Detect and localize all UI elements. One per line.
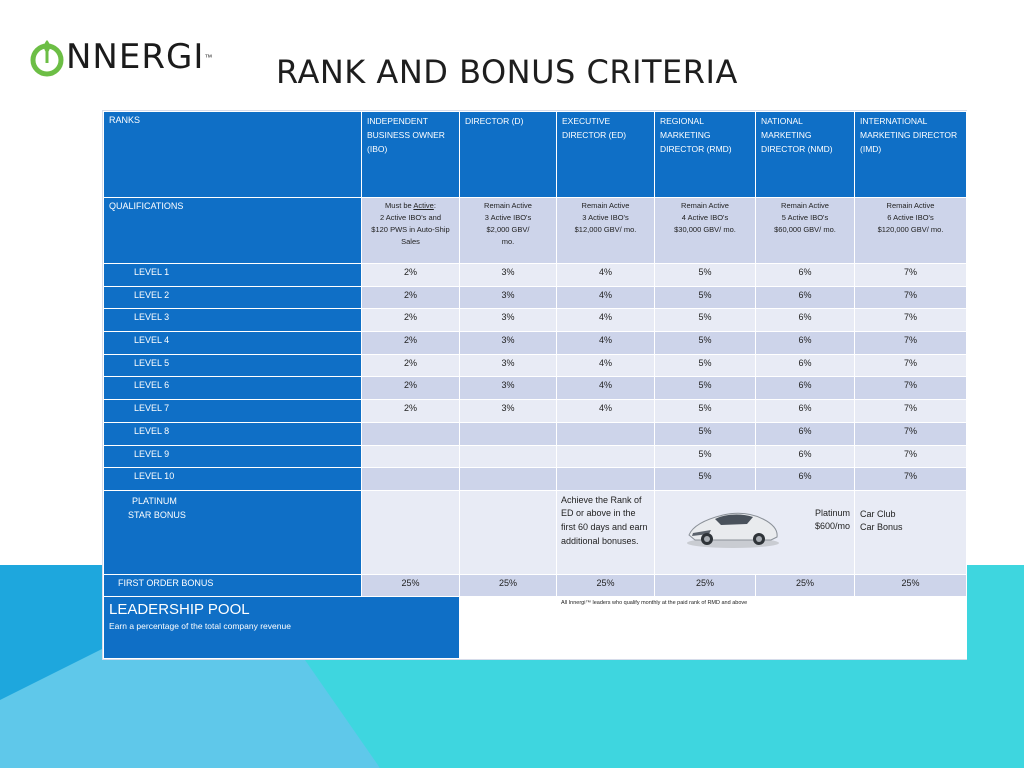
first-order-value: 25% [460, 574, 557, 596]
first-order-value: 25% [756, 574, 855, 596]
level-value: 5% [655, 309, 756, 332]
level-value [557, 422, 655, 445]
q-text: $120,000 GBV/ mo. [877, 225, 944, 234]
level-value: 2% [362, 332, 460, 355]
level-label: LEVEL 8 [104, 422, 362, 445]
rank-table [102, 110, 967, 660]
q-text: 3 Active IBO's [484, 213, 532, 222]
platinum-ed-text: Achieve the Rank of ED or above in the first 60 days and earn additional bonuses. [557, 490, 655, 574]
level-value: 3% [460, 377, 557, 400]
page-title: RANK AND BONUS CRITERIA [276, 53, 738, 91]
level-value: 5% [655, 264, 756, 287]
apple-leaf-icon [30, 36, 64, 78]
level-value: 5% [655, 354, 756, 377]
level-value: 6% [756, 400, 855, 423]
level-value: 7% [855, 264, 967, 287]
column-header: REGIONAL MARKETING DIRECTOR (RMD) [655, 112, 756, 198]
level-value: 7% [855, 468, 967, 491]
level-value [460, 422, 557, 445]
level-label: LEVEL 6 [104, 377, 362, 400]
level-value: 3% [460, 286, 557, 309]
level-value: 6% [756, 264, 855, 287]
level-value [362, 422, 460, 445]
leadership-row [104, 596, 967, 658]
q-text: mo. [501, 237, 515, 246]
level-row [104, 332, 967, 355]
leadership-pool [104, 596, 460, 658]
q-text: 6 Active IBO's [887, 213, 934, 222]
level-label: LEVEL 5 [104, 354, 362, 377]
level-value: 5% [655, 332, 756, 355]
q-text: Sales [401, 237, 420, 246]
q-active: Active [413, 201, 434, 210]
level-value: 5% [655, 445, 756, 468]
q-text: Remain Active [681, 201, 729, 210]
level-label: LEVEL 7 [104, 400, 362, 423]
q-text: Must be [385, 201, 414, 210]
level-value: 3% [460, 400, 557, 423]
level-value: 6% [756, 354, 855, 377]
level-value: 2% [362, 400, 460, 423]
brand-logo [30, 34, 230, 80]
platinum-row [104, 490, 967, 574]
column-header: NATIONAL MARKETING DIRECTOR (NMD) [756, 112, 855, 198]
qualification-d [460, 198, 557, 264]
level-value: 2% [362, 264, 460, 287]
column-header: INDEPENDENT BUSINESS OWNER (IBO) [362, 112, 460, 198]
level-value: 7% [855, 377, 967, 400]
level-value: 4% [557, 309, 655, 332]
level-value: 4% [557, 286, 655, 309]
level-value: 5% [655, 468, 756, 491]
level-row [104, 286, 967, 309]
leadership-note: All Innergi™ leaders who qualify monthly at the paid rank of RMD and above [557, 596, 967, 658]
level-value: 2% [362, 377, 460, 400]
leadership-subtitle: Earn a percentage of the total company revenue [109, 620, 291, 631]
level-value [362, 445, 460, 468]
platinum-amount [815, 507, 850, 534]
level-row [104, 422, 967, 445]
platinum-amount-line: $600/mo [814, 521, 850, 532]
level-value: 7% [855, 332, 967, 355]
q-text: $60,000 GBV/ mo. [774, 225, 836, 234]
q-text: Remain Active [581, 201, 630, 210]
q-text: : [433, 201, 436, 210]
level-row [104, 468, 967, 491]
level-label: LEVEL 9 [104, 445, 362, 468]
first-order-row [104, 574, 967, 596]
level-row [104, 377, 967, 400]
level-value: 3% [460, 264, 557, 287]
qualification-nmd [756, 198, 855, 264]
level-value [557, 468, 655, 491]
column-header: INTERNATIONAL MARKETING DIRECTOR (IMD) [855, 112, 967, 198]
level-value: 7% [855, 445, 967, 468]
brand-trademark: ™ [204, 52, 213, 62]
level-value: 3% [460, 354, 557, 377]
level-value: 4% [557, 264, 655, 287]
level-value: 5% [655, 377, 756, 400]
first-order-value: 25% [557, 574, 655, 596]
platinum-label-line: STAR BONUS [128, 509, 186, 520]
level-value: 3% [460, 309, 557, 332]
level-value: 7% [855, 422, 967, 445]
level-value: 3% [460, 332, 557, 355]
level-value [460, 468, 557, 491]
car-club-line: Car Club [860, 508, 896, 519]
level-value: 7% [855, 400, 967, 423]
first-order-value: 25% [855, 574, 967, 596]
q-text: Remain Active [781, 201, 829, 210]
level-row [104, 354, 967, 377]
level-row [104, 309, 967, 332]
level-value: 6% [756, 468, 855, 491]
column-header: DIRECTOR (D) [460, 112, 557, 198]
level-value: 7% [855, 309, 967, 332]
level-value: 7% [855, 286, 967, 309]
first-order-value: 25% [362, 574, 460, 596]
qualification-ibo [362, 198, 460, 264]
q-text: Remain Active [484, 201, 532, 210]
level-value: 2% [362, 309, 460, 332]
level-value: 5% [655, 400, 756, 423]
qualifications-label: QUALIFICATIONS [104, 198, 362, 264]
qualification-rmd [655, 198, 756, 264]
level-value: 4% [557, 354, 655, 377]
header-row [104, 112, 967, 198]
level-row [104, 445, 967, 468]
level-value: 6% [756, 309, 855, 332]
level-value [362, 468, 460, 491]
brand-name: NNERGI [66, 37, 205, 77]
qualifications-row [104, 198, 967, 264]
q-text: $2,000 GBV/ [486, 225, 530, 234]
car-club-cell [855, 490, 967, 574]
qualification-ed [557, 198, 655, 264]
level-label: LEVEL 10 [104, 468, 362, 491]
level-value: 6% [756, 332, 855, 355]
platinum-car-cell [655, 490, 855, 574]
qualification-imd [855, 198, 967, 264]
level-value: 5% [655, 286, 756, 309]
q-text: 5 Active IBO's [781, 213, 829, 222]
first-order-label: FIRST ORDER BONUS [104, 574, 362, 596]
level-value: 6% [756, 422, 855, 445]
level-label: LEVEL 4 [104, 332, 362, 355]
q-text: $12,000 GBV/ mo. [574, 225, 637, 234]
q-text: 4 Active IBO's [681, 213, 729, 222]
level-row [104, 264, 967, 287]
level-label: LEVEL 3 [104, 309, 362, 332]
level-value: 2% [362, 286, 460, 309]
q-text: $120 PWS in Auto-Ship [371, 225, 450, 234]
level-value: 4% [557, 400, 655, 423]
ranks-label: RANKS [104, 112, 362, 198]
platinum-label [104, 490, 362, 574]
car-club-line: Car Bonus [860, 522, 903, 533]
level-value: 2% [362, 354, 460, 377]
platinum-label-line: PLATINUM [132, 495, 177, 506]
first-order-value: 25% [655, 574, 756, 596]
column-header: EXECUTIVE DIRECTOR (ED) [557, 112, 655, 198]
level-value: 6% [756, 286, 855, 309]
empty-cell [460, 596, 557, 658]
level-value: 5% [655, 422, 756, 445]
level-label: LEVEL 1 [104, 264, 362, 287]
empty-cell [460, 490, 557, 574]
q-text: $30,000 GBV/ mo. [674, 225, 736, 234]
level-label: LEVEL 2 [104, 286, 362, 309]
level-value [557, 445, 655, 468]
leadership-title: LEADERSHIP POOL [109, 600, 250, 618]
level-row [104, 400, 967, 423]
level-value [460, 445, 557, 468]
level-value: 7% [855, 354, 967, 377]
platinum-amount-line: Platinum [814, 507, 850, 518]
q-text: 2 Active IBO's and [379, 213, 442, 222]
level-value: 6% [756, 377, 855, 400]
q-text: 3 Active IBO's [582, 213, 629, 222]
level-value: 4% [557, 377, 655, 400]
level-value: 4% [557, 332, 655, 355]
level-value: 6% [756, 445, 855, 468]
empty-cell [362, 490, 460, 574]
sports-car-image [685, 503, 781, 549]
q-text: Remain Active [886, 201, 935, 210]
